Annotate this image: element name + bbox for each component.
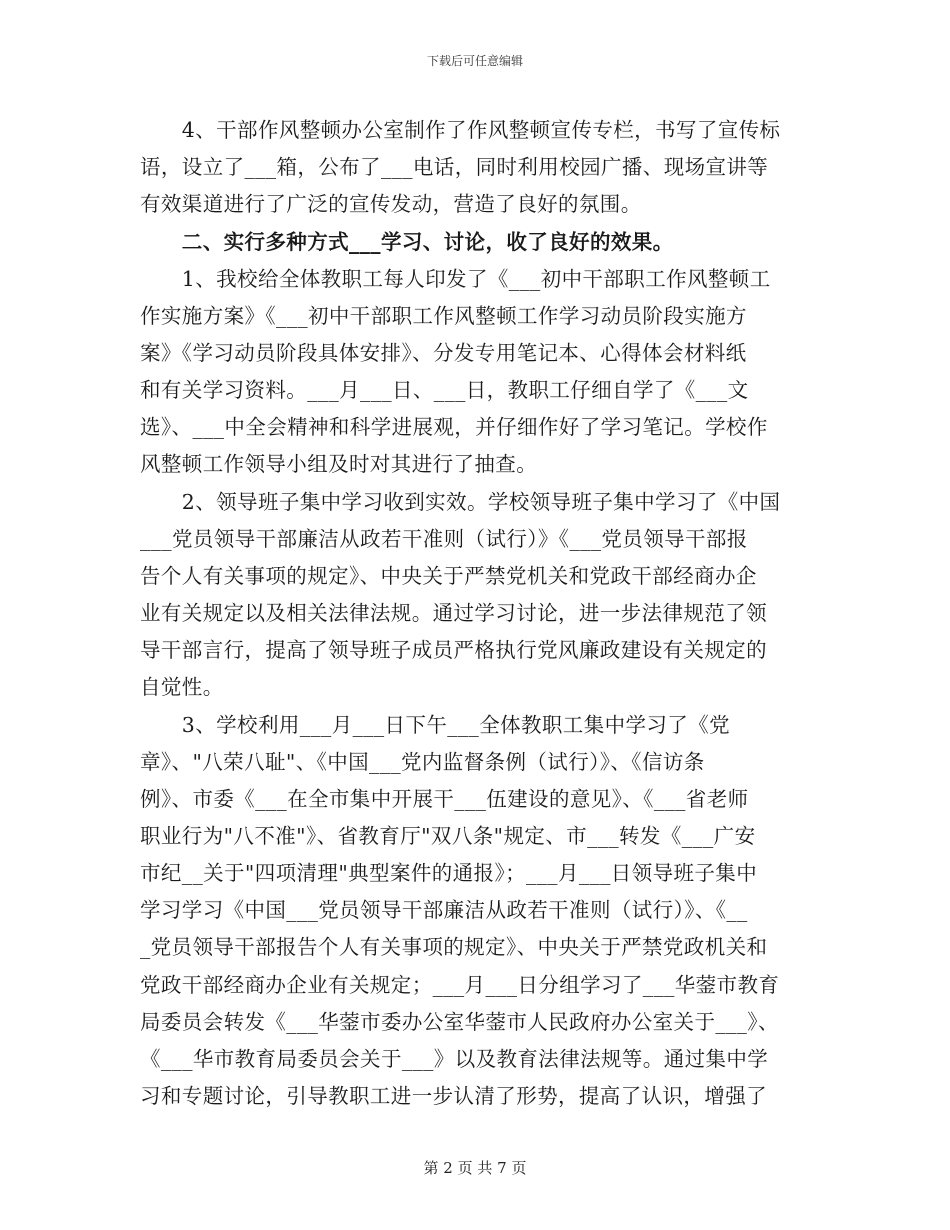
text-line: ___党员领导干部廉洁从政若干准则（试行）》《___党员领导干部报 bbox=[140, 527, 748, 551]
text-line: 习和专题讨论，引导教职工进一步认清了形势，提高了认识，增强了 bbox=[140, 1084, 767, 1108]
text-line: 4、干部作风整顿办公室制作了作风整顿宣传专栏，书写了宣传标 bbox=[140, 118, 781, 142]
text-line: 和有关学习资料。___月___日、___日，教职工仔细自学了《___文 bbox=[140, 378, 749, 402]
text-line: 案》《学习动员阶段具体安排》、分发专用笔记本、心得体会材料纸 bbox=[140, 341, 747, 365]
text-line: 作实施方案》《___初中干部职工作风整顿工作学习动员阶段实施方 bbox=[140, 304, 747, 328]
text-line: 3、学校利用___月___日下午___全体教职工集中学习了《党 bbox=[140, 713, 730, 737]
text-line: _党员领导干部报告个人有关事项的规定》、中央关于严禁党政机关和 bbox=[140, 935, 768, 959]
text-line: 导干部言行，提高了领导班子成员严格执行党风廉政建设有关规定的 bbox=[140, 638, 767, 662]
text-line: 市纪__关于"四项清理"典型案件的通报》；___月___日领导班子集中 bbox=[140, 861, 758, 885]
text-line: 2、领导班子集中学习收到实效。学校领导班子集中学习了《中国 bbox=[140, 490, 781, 514]
text-line: 职业行为"八不准"》、省教育厅"双八条"规定、市___转发《___广安 bbox=[140, 824, 756, 848]
text-line: 选》、___中全会精神和科学进展观，并仔细作好了学习笔记。学校作 bbox=[140, 415, 768, 439]
text-line: 语，设立了___箱，公布了___电话，同时利用校园广播、现场宣讲等 bbox=[140, 155, 769, 179]
page-header: 下载后可任意编辑 bbox=[426, 54, 523, 68]
text-line: 《___华市教育局委员会关于___》以及教育法律法规等。通过集中学 bbox=[140, 1047, 769, 1071]
text-line: 自觉性。 bbox=[140, 675, 224, 699]
text-line: 1、我校给全体教职工每人印发了《___初中干部职工作风整顿工 bbox=[140, 267, 771, 291]
text-line: 党政干部经商办企业有关规定；___月___日分组学习了___华蓥市教育 bbox=[140, 973, 780, 997]
text-line: 业有关规定以及相关法律法规。通过学习讨论，进一步法律规范了领 bbox=[140, 601, 767, 625]
page-number: 第 2 页 共 7 页 bbox=[423, 1159, 527, 1177]
text-line: 例》、市委《___在全市集中开展干___伍建设的意见》、《___省老师 bbox=[140, 787, 749, 811]
text-line: 有效渠道进行了广泛的宣传发动，营造了良好的氛围。 bbox=[140, 192, 642, 216]
text-line: 局委员会转发《___华蓥市委办公室华蓥市人民政府办公室关于___》、 bbox=[140, 1010, 779, 1034]
text-line: 学习学习《中国___党员领导干部廉洁从政若干准则（试行）》、《__ bbox=[140, 898, 748, 922]
section-heading: 二、实行多种方式___学习、讨论，收了良好的效果。 bbox=[140, 230, 674, 254]
text-line: 风整顿工作领导小组及时对其进行了抽查。 bbox=[140, 452, 538, 476]
text-line: 告个人有关事项的规定》、中央关于严禁党机关和党政干部经商办企 bbox=[140, 564, 757, 588]
text-line: 章》、"八荣八耻"、《中国___党内监督条例（试行）》、《信访条 bbox=[140, 750, 705, 774]
